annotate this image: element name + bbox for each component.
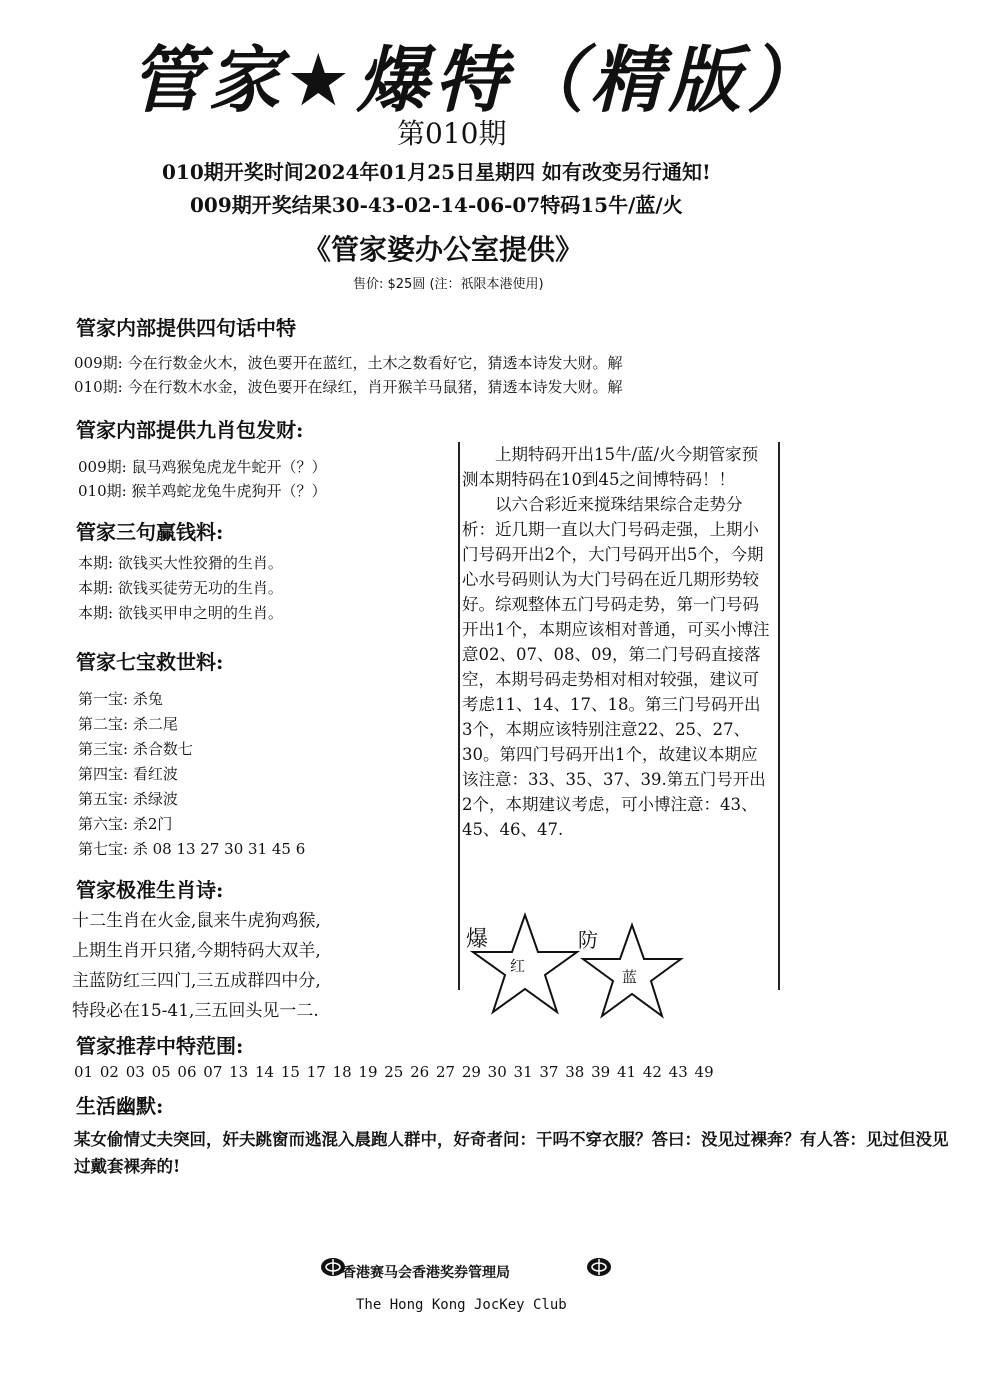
footer-en: The Hong Kong JocKey Club xyxy=(356,1297,567,1313)
poem-line: 十二生肖在火金,鼠来牛虎狗鸡猴, xyxy=(72,911,321,931)
three-sentence-row: 本期: 欲钱买甲申之明的生肖。 xyxy=(78,604,283,622)
draw-notice: 010期开奖时间2024年01月25日星期四 如有改变另行通知! xyxy=(162,160,711,184)
analysis-text xyxy=(462,442,770,842)
nine-zodiac-row: 010期: 猴羊鸡蛇龙兔牛虎狗开（？） xyxy=(78,482,327,500)
jockey-club-logo-icon xyxy=(586,1256,612,1278)
poem-heading: 管家极准生肖诗: xyxy=(76,878,224,902)
humor-heading: 生活幽默: xyxy=(76,1094,164,1118)
last-result: 009期开奖结果30-43-02-14-06-07特码15牛/蓝/火 xyxy=(190,193,683,217)
range-numbers: 01 02 03 05 06 07 13 14 15 17 18 19 25 26 27 29 30 31 37 38 39 41 42 43 49 xyxy=(74,1063,714,1081)
treasure-row: 第二宝: 杀二尾 xyxy=(78,715,178,733)
range-heading: 管家推荐中特范围: xyxy=(76,1034,244,1058)
poem-line: 上期生肖开只猪,今期特码大双羊, xyxy=(72,941,321,961)
poem-line: 特段必在15-41,三五回头见一二. xyxy=(72,1001,319,1021)
seven-treasures-heading: 管家七宝救世料: xyxy=(76,650,224,674)
treasure-row: 第一宝: 杀兔 xyxy=(78,690,163,708)
provider: 《管家婆办公室提供》 xyxy=(303,233,584,266)
four-sentence-heading: 管家内部提供四句话中特 xyxy=(76,316,296,340)
three-sentence-heading: 管家三句赢钱料: xyxy=(76,520,224,544)
price-note: 售价: $25圆 (注：祇限本港使用) xyxy=(353,277,544,292)
treasure-row: 第五宝: 杀绿波 xyxy=(78,790,178,808)
three-sentence-row: 本期: 欲钱买大性狡猾的生肖。 xyxy=(78,554,283,572)
footer-cn: 香港赛马会香港奖券管理局 xyxy=(342,1265,510,1281)
poem-line: 主蓝防红三四门,三五成群四中分, xyxy=(72,971,321,991)
humor-text: 某女偷情丈夫突回，奸夫跳窗而逃混入晨跑人群中，好奇者问：干吗不穿衣服？答曰：没见过裸奔？有人答：见过但没见过戴套裸奔的! xyxy=(74,1130,949,1176)
star-label-right: 防 xyxy=(578,928,598,952)
nine-zodiac-row: 009期: 鼠马鸡猴兔虎龙牛蛇开（？） xyxy=(78,458,327,476)
issue-number: 第010期 xyxy=(397,117,507,150)
four-sentence-row: 010期: 今在行数木水金，波色要开在绿红，肖开猴羊马鼠猪，猜透本诗发大财。解 xyxy=(74,378,623,396)
nine-zodiac-heading: 管家内部提供九肖包发财: xyxy=(76,418,304,442)
treasure-row: 第七宝: 杀 08 13 27 30 31 45 6 xyxy=(78,840,306,858)
page-title: 管家★爆特（精版） xyxy=(130,38,825,122)
three-sentence-row: 本期: 欲钱买徒劳无功的生肖。 xyxy=(78,579,283,597)
treasure-row: 第三宝: 杀合数七 xyxy=(78,740,193,758)
four-sentence-row: 009期: 今在行数金火木，波色要开在蓝红，土木之数看好它，猜透本诗发大财。解 xyxy=(74,354,623,372)
star-right-text: 蓝 xyxy=(622,968,638,986)
star-label-left: 爆 xyxy=(466,927,489,952)
star-left-text: 红 xyxy=(510,957,526,975)
analysis-paragraph: 以六合彩近来搅珠结果综合走势分析：近几期一直以大门号码走强，上期小门号码开出2个，大门号码开出5个，今期心水号码则认为大门号码在近几期形势较好。综观整体五门号码走势，第一门号码开出1个，本期应该相对普通，可买小博注意02、07、08、09，第二门号码直接落空，本期号码走势相对相对较强，建议可考虑11、14、17、18。第三门号码开出3个，本期应该特别注意22、25、27、30。第四门号码开出1个，故建议本期应该注意：33、35、37、39.第五门号开出2个，本期建议考虑，可小博注意：43、45、46、47. xyxy=(462,495,770,839)
analysis-paragraph: 上期特码开出15牛/蓝/火今期管家预测本期特码在10到45之间博特码！！ xyxy=(462,445,759,489)
treasure-row: 第四宝: 看红波 xyxy=(78,765,178,783)
treasure-row: 第六宝: 杀2门 xyxy=(78,815,173,833)
